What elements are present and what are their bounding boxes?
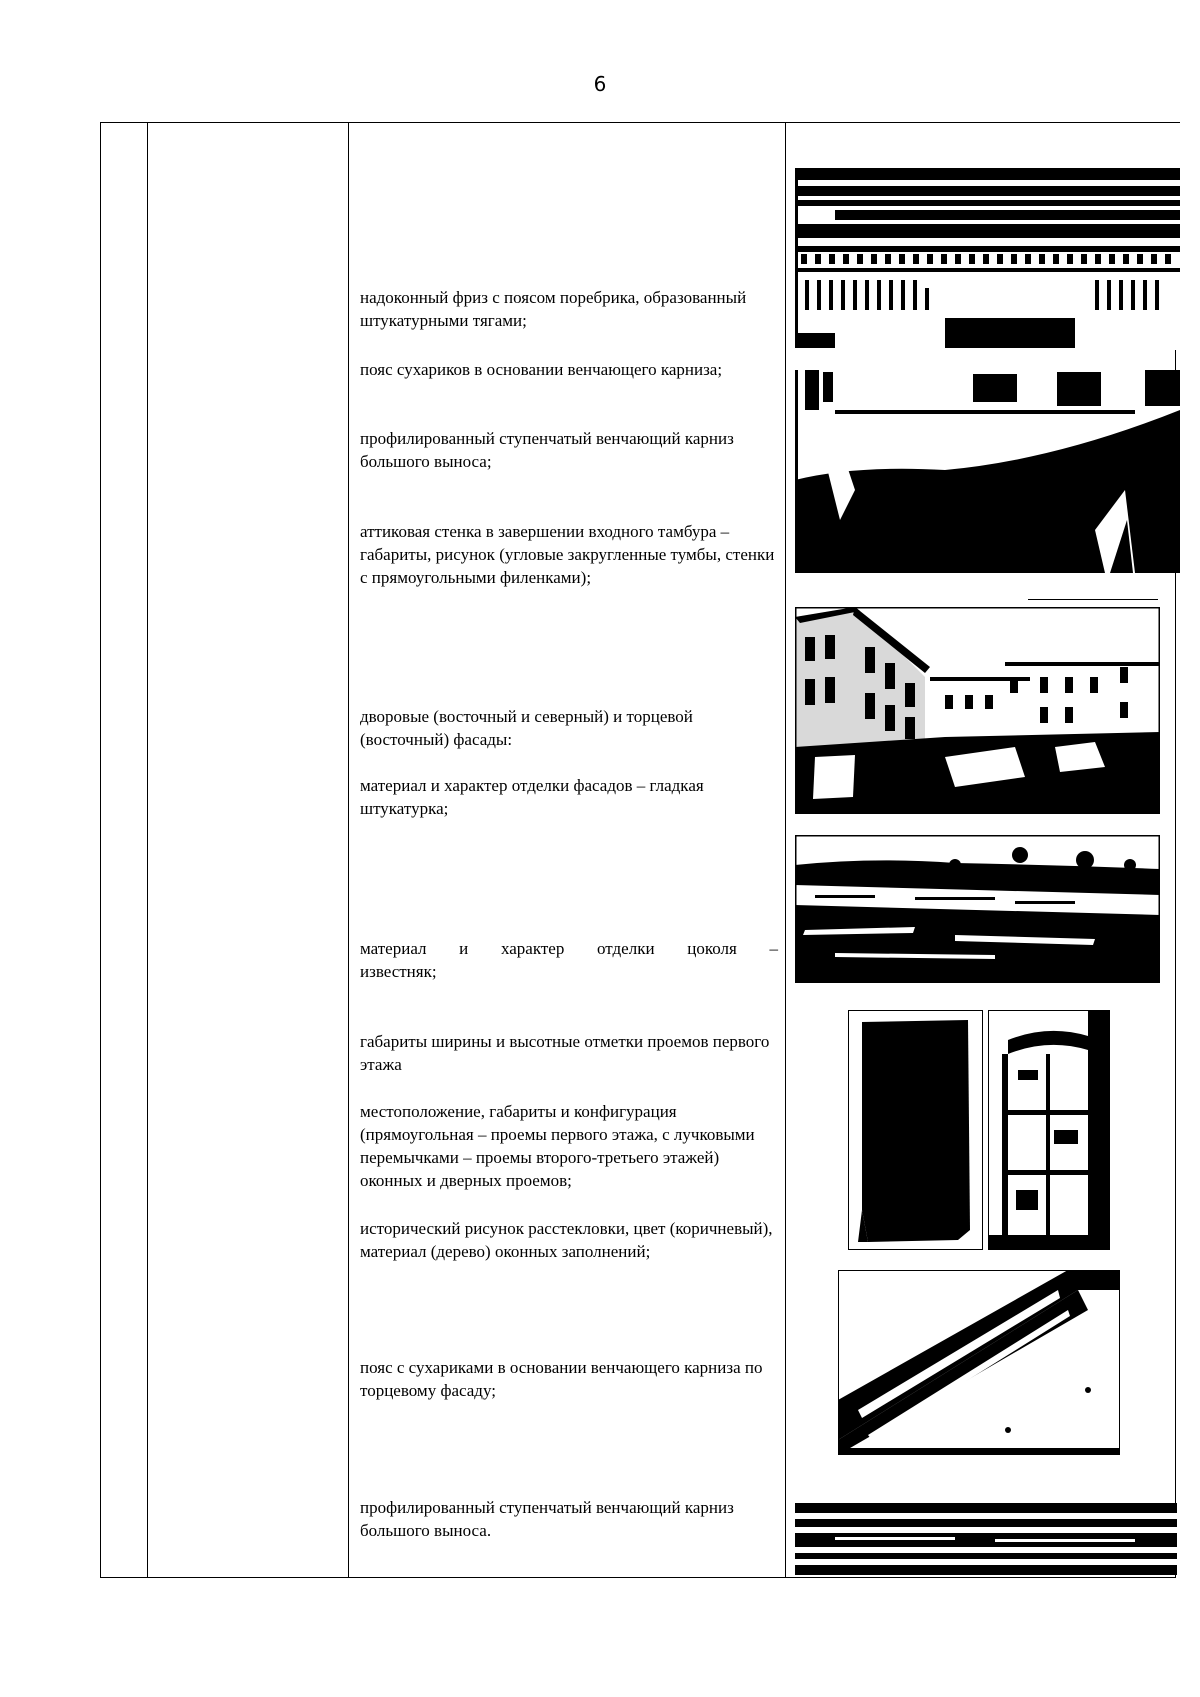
item-end-dentils: пояс с сухариками в основании венчающего карниза по торцевому фасаду; — [360, 1358, 763, 1400]
attic-wall-photo-icon — [795, 370, 1180, 573]
item-end-cornice: профилированный ступенчатый венчающий карниз большого выноса. — [360, 1498, 734, 1540]
item-openings-location: местоположение, габариты и конфигурация (прямоугольная – проемы первого этажа, с лучковыми перемычками – проемы второго-третьего этажей) оконных и дверных проемов; — [360, 1102, 755, 1190]
table-top-border — [100, 122, 1180, 123]
table-bottom-border — [100, 1577, 1175, 1578]
building-frieze-photo-icon — [795, 168, 1180, 348]
table-border-left — [100, 122, 101, 1578]
table-column-divider-1 — [147, 122, 148, 1578]
window-photo-icon — [988, 1010, 1110, 1250]
plinth-photo-icon — [795, 835, 1160, 983]
table-column-divider-2 — [348, 122, 349, 1578]
cornice-photo-icon — [795, 1503, 1177, 1575]
courtyard-facades-photo-icon — [795, 607, 1160, 814]
item-yard-facades: дворовые (восточный и северный) и торцевой (восточный) фасады: — [360, 707, 693, 749]
item-glazing: исторический рисунок расстекловки, цвет (коричневый), материал (дерево) оконных заполнений; — [360, 1219, 773, 1261]
item-plinth-line1: материал и характер отделки цоколя – — [360, 939, 778, 958]
end-facade-cornice-photo-icon — [838, 1270, 1120, 1455]
page-number: 6 — [593, 72, 607, 96]
table-column-divider-3 — [785, 122, 786, 1578]
item-plinth-line2: известняк; — [360, 962, 437, 981]
separator-line — [1028, 599, 1158, 600]
item-attic: аттиковая стенка в завершении входного тамбура – габариты, рисунок (угловые закругленные тумбы, стенки с прямоугольными филенками); — [360, 522, 775, 587]
door-opening-photo-icon — [848, 1010, 983, 1250]
item-frieze: надоконный фриз с поясом поребрика, образованный штукатурными тягами; — [360, 288, 747, 330]
item-dentils: пояс сухариков в основании венчающего карниза; — [360, 360, 723, 379]
item-openings-size: габариты ширины и высотные отметки проемов первого этажа — [360, 1032, 770, 1074]
item-cornice: профилированный ступенчатый венчающий карниз большого выноса; — [360, 429, 734, 471]
item-facade-finish: материал и характер отделки фасадов – гладкая штукатурка; — [360, 776, 704, 818]
